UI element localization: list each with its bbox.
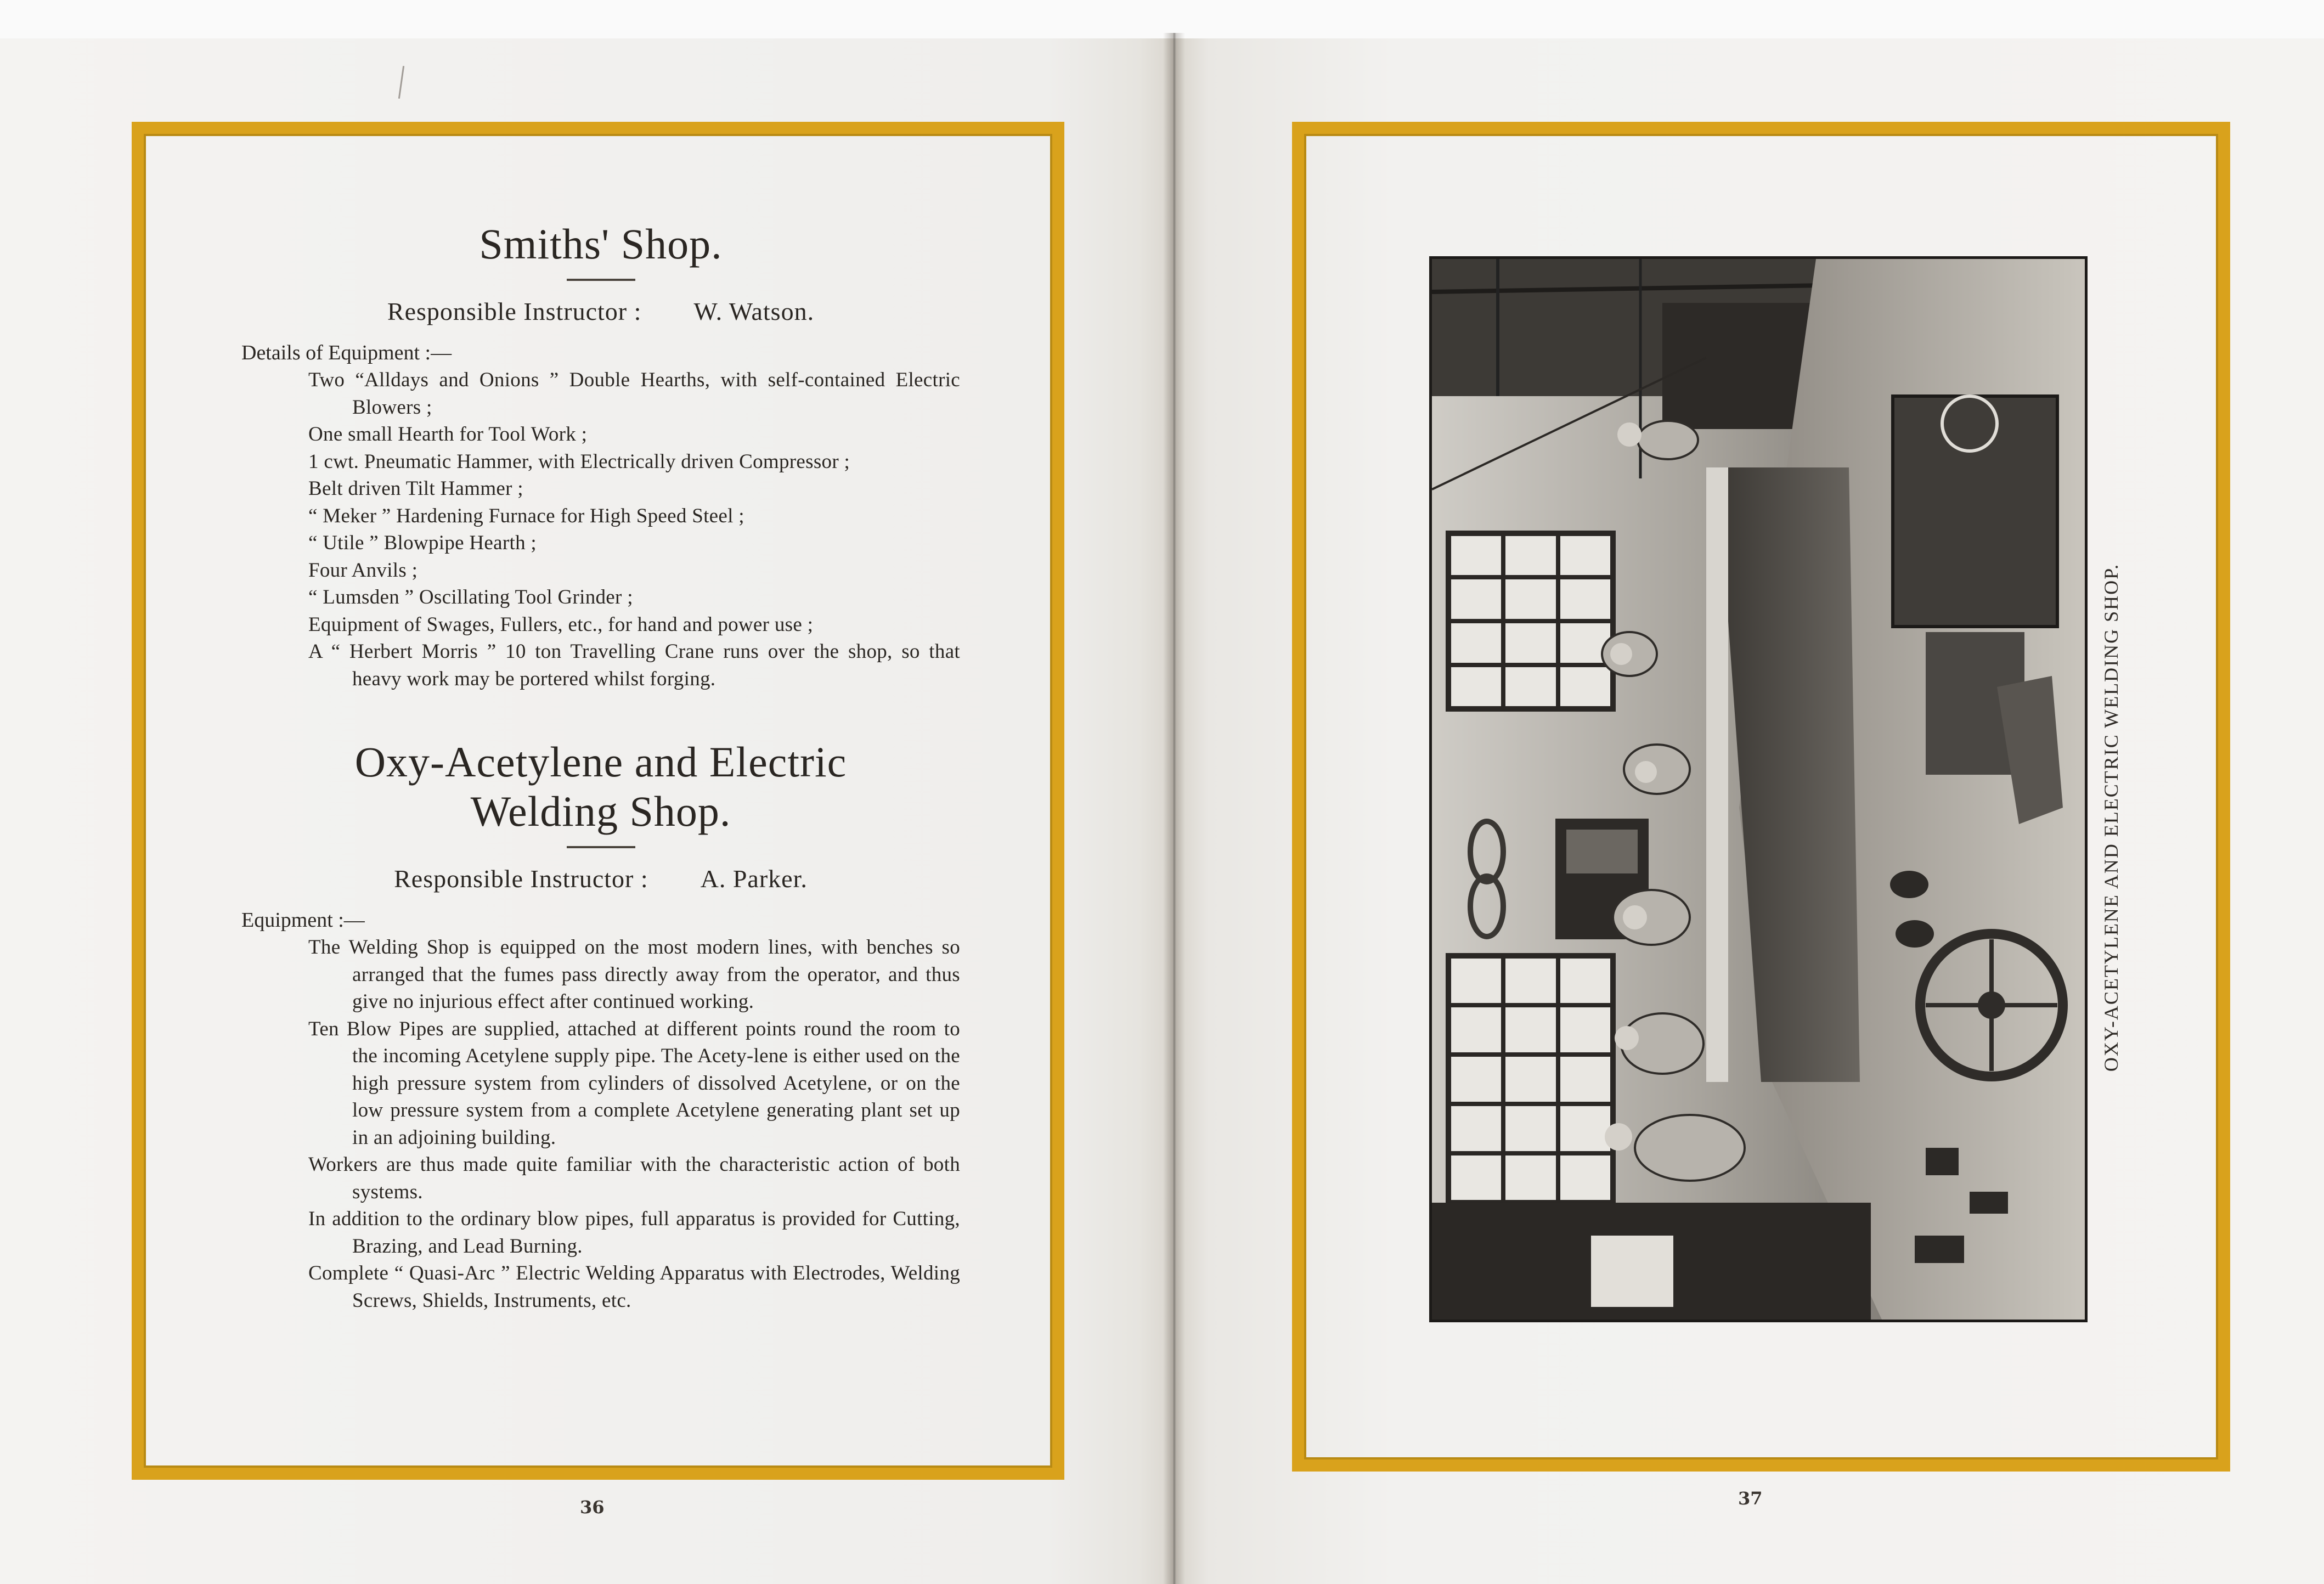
equipment-lead: Equipment :— [241, 909, 365, 932]
list-item: Workers are thus made quite familiar with the characteristic action of both systems. [308, 1153, 960, 1203]
scan-top-margin [0, 0, 2324, 38]
instructor-line [241, 863, 960, 895]
workshop-photo-illustration [1432, 259, 2085, 1320]
workshop-photograph [1429, 256, 2088, 1322]
list-item: Equipment of Swages, Fullers, etc., for hand and power use ; [308, 613, 814, 636]
left-page-content [241, 219, 960, 1443]
section-title-line2: Welding Shop. [470, 787, 731, 835]
welding-shop-section [241, 737, 960, 1314]
list-item: “ Utile ” Blowpipe Hearth ; [308, 532, 537, 554]
instructor-name: A. Parker. [700, 865, 808, 893]
section-title: Smiths' Shop. [479, 220, 723, 268]
list-item: The Welding Shop is equipped on the most modern lines, with benches so arranged that the fumes pass directly away from the operator, and thus give no injurious effect after continued working. [308, 936, 960, 1013]
title-rule [567, 846, 635, 848]
equipment-lead: Details of Equipment :— [241, 341, 452, 364]
instructor-name: W. Watson. [693, 297, 815, 325]
smiths-shop-section [241, 219, 960, 692]
list-item: One small Hearth for Tool Work ; [308, 423, 588, 446]
photo-caption: OXY-ACETYLENE AND ELECTRIC WELDING SHOP. [2100, 563, 2122, 1072]
instructor-label: Responsible Instructor : [387, 297, 642, 325]
list-item: In addition to the ordinary blow pipes, full apparatus is provided for Cutting, Brazing, and Lead Burning. [308, 1208, 960, 1258]
list-item: “ Lumsden ” Oscillating Tool Grinder ; [308, 586, 633, 608]
instructor-label: Responsible Instructor : [394, 865, 648, 893]
list-item: Four Anvils ; [308, 559, 418, 582]
title-rule [567, 279, 635, 281]
section-title-line1: Oxy-Acetylene and Electric [354, 738, 847, 786]
list-item: “ Meker ” Hardening Furnace for High Speed Steel ; [308, 504, 744, 527]
equipment-list [241, 934, 960, 1314]
page-number-left: 36 [580, 1497, 605, 1518]
book-gutter [1163, 33, 1185, 1584]
list-item: A “ Herbert Morris ” 10 ton Travelling Crane runs over the shop, so that heavy work may be portered whilst forging. [308, 640, 960, 690]
page-number-right: 37 [1738, 1488, 1763, 1509]
list-item: 1 cwt. Pneumatic Hammer, with Electrically driven Compressor ; [308, 450, 850, 473]
instructor-line [241, 295, 960, 328]
list-item: Complete “ Quasi-Arc ” Electric Welding Apparatus with Electrodes, Welding Screws, Shields, Instruments, etc. [308, 1262, 960, 1312]
list-item: Ten Blow Pipes are supplied, attached at different points round the room to the incoming Acetylene supply pipe. The Acety-lene is either used on the high pressure system from cylinders of dissolved Acetylene, or on the low pressure system from a complete Acetylene generating plant set up in an adjoining building. [308, 1017, 960, 1149]
equipment-list [241, 367, 960, 692]
list-item: Belt driven Tilt Hammer ; [308, 477, 523, 500]
list-item: Two “Alldays and Onions ” Double Hearths, with self-contained Electric Blowers ; [308, 369, 960, 419]
